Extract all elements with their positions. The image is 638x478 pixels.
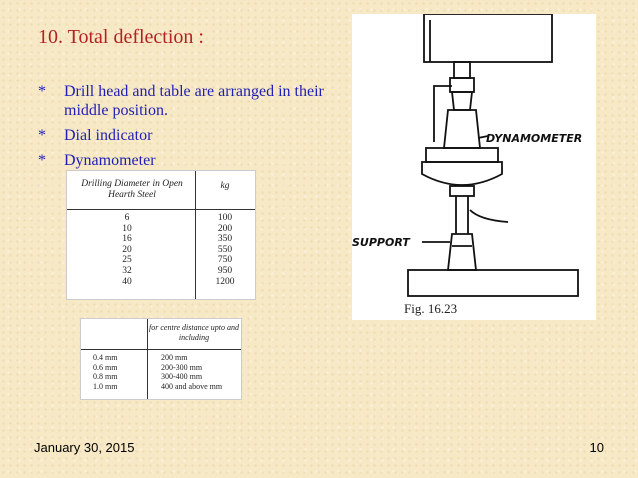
figure-caption: Fig. 16.23: [404, 301, 458, 316]
dynamometer-top: [426, 148, 498, 162]
table-cell: 550: [217, 244, 233, 255]
dynamometer-label: DYNAMOMETER: [486, 132, 583, 145]
table-cell: 750: [217, 255, 233, 266]
table-column-deflection: [93, 353, 145, 391]
footer-date: January 30, 2015: [34, 440, 135, 455]
table-column-kg: [199, 213, 251, 287]
table-cell: 1200: [215, 276, 235, 287]
drill-setup-drawing: [352, 14, 596, 320]
table-cell: 0.8 mm: [93, 372, 118, 382]
drill-dynamometer-figure: [352, 14, 596, 320]
dynamometer-base: [450, 186, 474, 196]
table-cell: 950: [217, 265, 233, 276]
table-cell: 0.4 mm: [93, 353, 118, 362]
table-cell: 200 mm: [161, 353, 188, 362]
table-cell: 10: [122, 223, 132, 234]
table-cell: 32: [122, 265, 132, 276]
table-header-kg: kg: [220, 181, 230, 191]
support: [448, 234, 476, 270]
machine-table: [408, 270, 578, 296]
table-cell: 20: [122, 244, 132, 255]
table-column-divider: [195, 171, 196, 299]
table-column-divider: [147, 319, 148, 399]
table-header-centre-distance: for centre distance upto and including: [149, 323, 239, 342]
bullet-item: [38, 82, 338, 120]
side-rod: [470, 210, 508, 222]
table-cell: 200: [217, 223, 233, 234]
table-cell: 200-300 mm: [161, 362, 203, 372]
bullet-list: [38, 82, 338, 176]
bullet-item: [38, 126, 338, 145]
spindle-top: [454, 62, 470, 78]
table-cell: 400 and above mm: [161, 381, 223, 391]
spindle-sleeve: [452, 92, 472, 110]
slide-title: 10. Total deflection :: [38, 26, 204, 48]
table-cell: 0.6 mm: [93, 362, 118, 372]
table-header-drilling-diameter: Drilling Diameter in Open Hearth Steel: [81, 179, 183, 200]
centre-distance-table: [80, 318, 242, 400]
table-cell: 300-400 mm: [161, 372, 203, 382]
bullet-text: Drill head and table are arranged in their middle position.: [64, 83, 324, 119]
dial-indicator-arm: [434, 86, 452, 142]
table-cell: 40: [122, 276, 132, 287]
table-cell: 6: [124, 213, 130, 223]
table-cell: 16: [122, 234, 132, 245]
tool-holder: [444, 110, 480, 148]
table-cell: 350: [217, 234, 233, 245]
bullet-text: Dial indicator: [64, 127, 153, 144]
table-cell: 25: [122, 255, 132, 266]
table-column-diameters: [97, 213, 157, 287]
support-label: SUPPORT: [352, 236, 410, 249]
bullet-symbol: *: [38, 127, 46, 144]
drilling-force-table: [66, 170, 256, 300]
bullet-text: Dynamometer: [64, 152, 156, 169]
bullet-symbol: *: [38, 152, 46, 169]
dynamometer-body: [422, 162, 502, 185]
spindle-collar: [450, 78, 474, 92]
page-number: 10: [589, 440, 604, 455]
table-column-distance: [161, 353, 239, 391]
bullet-item: [38, 151, 338, 170]
drill-head-body: [424, 14, 552, 62]
bullet-symbol: *: [38, 83, 46, 100]
table-cell: 100: [217, 213, 233, 223]
table-cell: 1.0 mm: [93, 381, 118, 391]
